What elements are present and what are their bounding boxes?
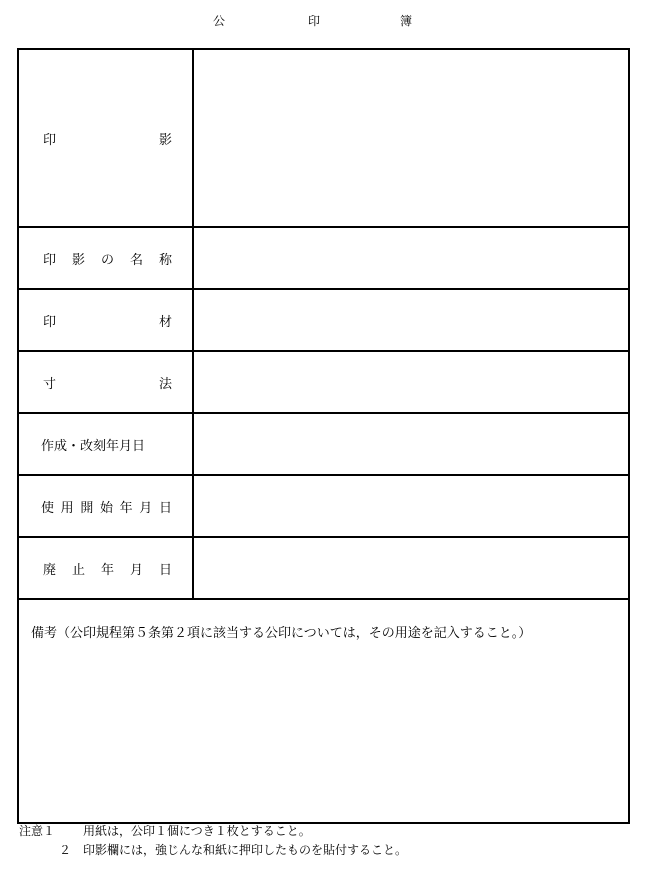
note-2-number: ２ xyxy=(59,843,72,857)
row-start-date xyxy=(18,475,629,537)
label-seal-name xyxy=(18,227,193,289)
dimensions-field[interactable] xyxy=(193,351,629,413)
seal-name-field[interactable] xyxy=(193,227,629,289)
label-dimensions xyxy=(18,351,193,413)
note-1 xyxy=(19,822,407,841)
label-char: 印 xyxy=(43,314,57,330)
label-char: 印 xyxy=(43,132,57,148)
note-2-text: 印影欄には，強じんな和紙に押印したものを貼付すること。 xyxy=(83,843,408,857)
label-char: 年 xyxy=(100,562,114,578)
row-creation-date xyxy=(18,413,629,475)
row-remarks xyxy=(18,599,629,823)
label-seal-material xyxy=(18,289,193,351)
row-seal-impression xyxy=(18,49,629,227)
label-text: 作成・改刻年月日 xyxy=(41,438,146,454)
row-dimensions xyxy=(18,351,629,413)
label-char: 寸 xyxy=(43,376,57,392)
label-abolition-date xyxy=(18,537,193,599)
label-char: 廃 xyxy=(43,562,57,578)
row-seal-material xyxy=(18,289,629,351)
label-char: 日 xyxy=(158,500,172,516)
creation-date-field[interactable] xyxy=(193,413,629,475)
title-char-1: 公 xyxy=(213,14,226,28)
label-char: 法 xyxy=(158,376,172,392)
seal-material-field[interactable] xyxy=(193,289,629,351)
label-char: 月 xyxy=(139,500,153,516)
note-1-text: 用紙は，公印１個につき１枚とすること。 xyxy=(83,824,311,838)
start-date-field[interactable] xyxy=(193,475,629,537)
remarks-field[interactable] xyxy=(18,599,629,823)
label-char: 使 xyxy=(41,500,55,516)
remarks-label: 備考（公印規程第５条第２項に該当する公印については，その用途を記入すること。） xyxy=(31,626,532,641)
label-char: 名 xyxy=(129,252,143,268)
note-2 xyxy=(19,841,407,860)
label-char: 影 xyxy=(71,252,85,268)
label-seal-impression xyxy=(18,49,193,227)
label-char: 日 xyxy=(158,562,172,578)
label-char: 月 xyxy=(129,562,143,578)
title-char-3: 簿 xyxy=(400,14,413,28)
label-char: 用 xyxy=(60,500,74,516)
label-start-date xyxy=(18,475,193,537)
row-seal-name xyxy=(18,227,629,289)
label-creation-date xyxy=(18,413,193,475)
note-prefix: 注意１ xyxy=(19,824,56,838)
label-char: 年 xyxy=(119,500,133,516)
row-abolition-date xyxy=(18,537,629,599)
title-char-2: 印 xyxy=(308,14,321,28)
label-char: 止 xyxy=(71,562,85,578)
label-char: 開 xyxy=(80,500,94,516)
label-char: 始 xyxy=(99,500,113,516)
label-char: 材 xyxy=(158,314,172,330)
document-title xyxy=(0,11,650,31)
label-char: の xyxy=(100,252,114,268)
label-char: 影 xyxy=(158,132,172,148)
notes xyxy=(19,822,407,860)
label-char: 印 xyxy=(43,252,57,268)
label-char: 称 xyxy=(158,252,172,268)
abolition-date-field[interactable] xyxy=(193,537,629,599)
seal-register-table xyxy=(17,48,630,824)
seal-impression-field[interactable] xyxy=(193,49,629,227)
